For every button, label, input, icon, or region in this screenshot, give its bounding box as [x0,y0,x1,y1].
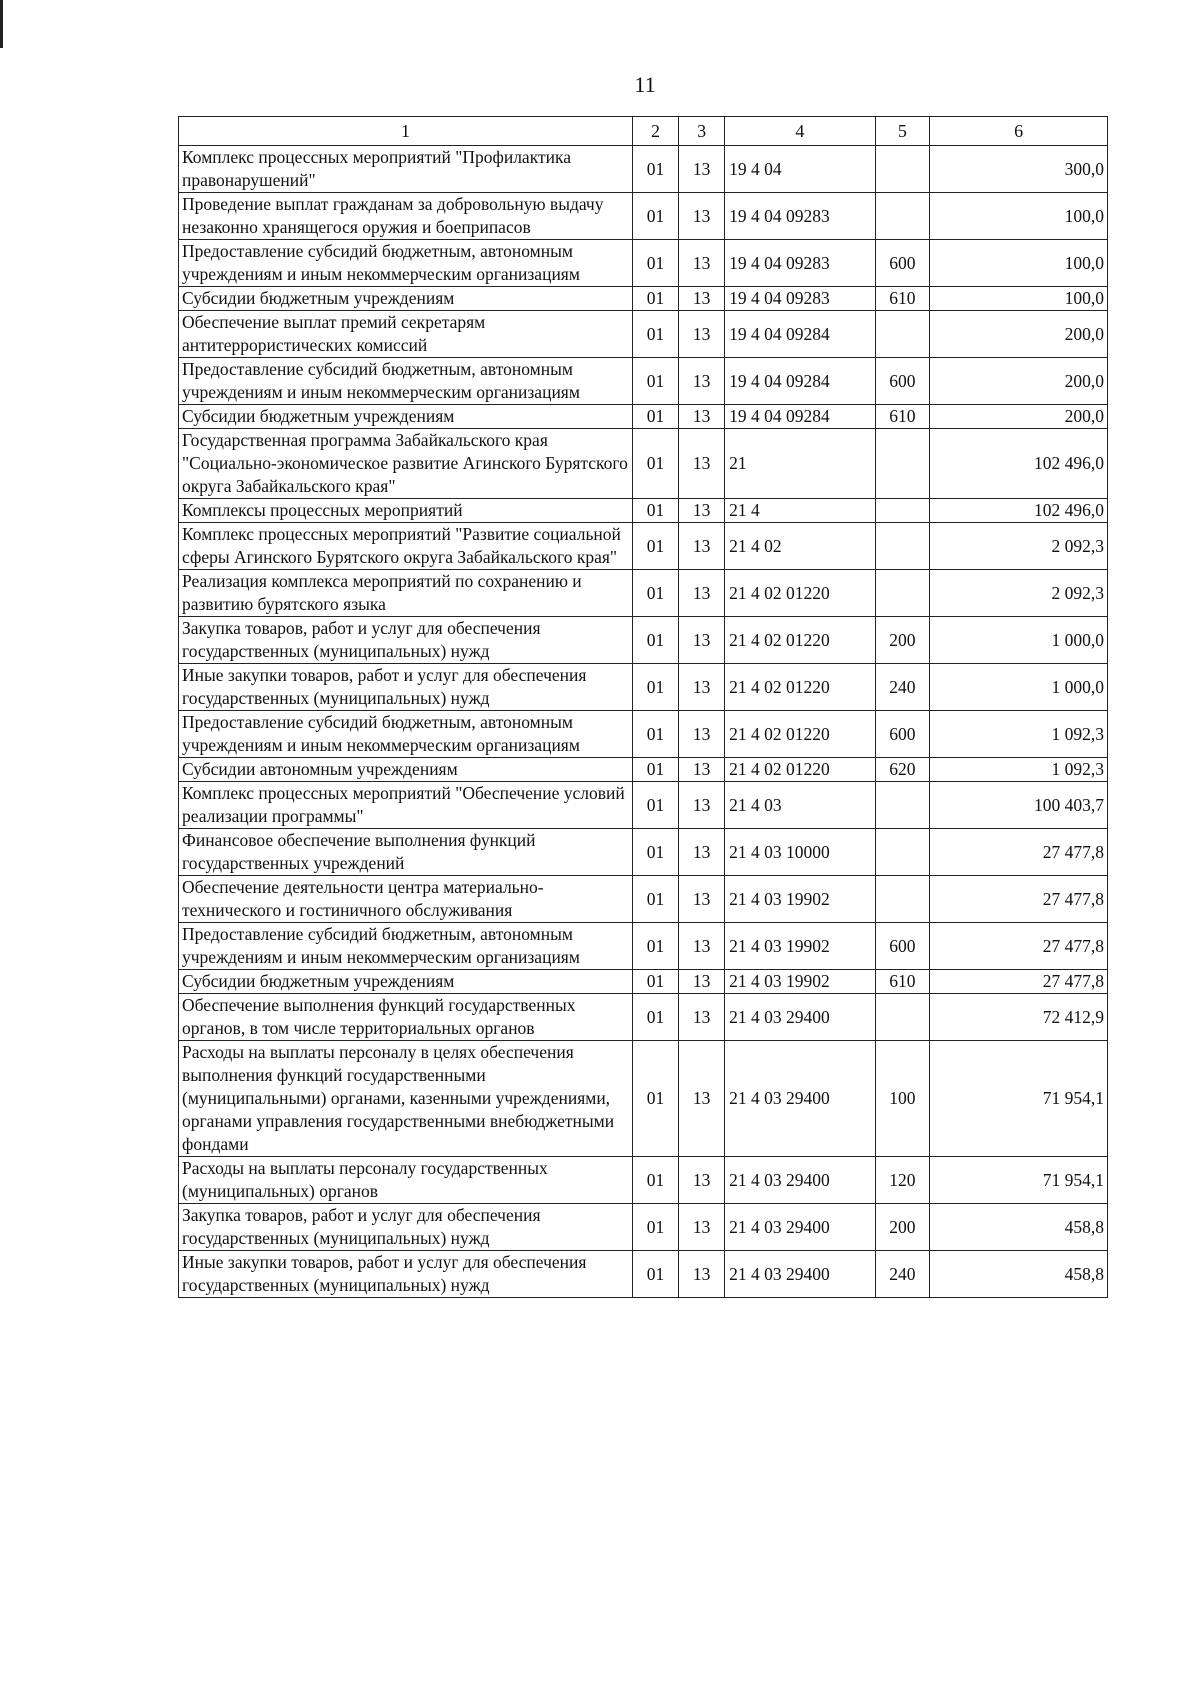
expense-name-cell: Комплекс процессных мероприятий "Обеспечение условий реализации программы" [179,782,633,829]
target-article-cell: 21 4 03 29400 [725,1204,876,1251]
expense-name-cell: Реализация комплекса мероприятий по сохранению и развитию бурятского языка [179,570,633,617]
expense-type-cell [875,499,929,523]
expense-type-cell [875,876,929,923]
subsection-code-cell: 13 [679,994,725,1041]
section-code-cell: 01 [633,570,679,617]
section-code-cell: 01 [633,287,679,311]
target-article-cell: 19 4 04 09284 [725,311,876,358]
expense-name-cell: Обеспечение выполнения функций государственных органов, в том числе территориальных органов [179,994,633,1041]
amount-cell: 72 412,9 [930,994,1108,1041]
amount-cell: 100,0 [930,240,1108,287]
expense-type-cell [875,994,929,1041]
subsection-code-cell: 13 [679,358,725,405]
section-code-cell: 01 [633,1204,679,1251]
target-article-cell: 19 4 04 09284 [725,358,876,405]
table-row [179,664,1108,711]
expense-name-cell: Закупка товаров, работ и услуг для обеспечения государственных (муниципальных) нужд [179,617,633,664]
section-code-cell: 01 [633,617,679,664]
subsection-code-cell: 13 [679,711,725,758]
subsection-code-cell: 13 [679,970,725,994]
amount-cell: 27 477,8 [930,970,1108,994]
subsection-code-cell: 13 [679,240,725,287]
subsection-code-cell: 13 [679,1041,725,1157]
section-code-cell: 01 [633,311,679,358]
amount-cell: 200,0 [930,311,1108,358]
expense-type-cell: 240 [875,664,929,711]
target-article-cell: 21 4 03 29400 [725,1251,876,1298]
amount-cell: 71 954,1 [930,1041,1108,1157]
section-code-cell: 01 [633,876,679,923]
expense-type-cell: 600 [875,923,929,970]
expense-name-cell: Предоставление субсидий бюджетным, автономным учреждениям и иным некоммерческим организациям [179,711,633,758]
expense-name-cell: Закупка товаров, работ и услуг для обеспечения государственных (муниципальных) нужд [179,1204,633,1251]
section-code-cell: 01 [633,923,679,970]
page-number: 11 [634,72,656,97]
expense-type-cell: 200 [875,617,929,664]
scan-edge-mark [0,0,3,48]
subsection-code-cell: 13 [679,311,725,358]
table-row [179,970,1108,994]
expense-type-cell [875,829,929,876]
amount-cell: 1 092,3 [930,758,1108,782]
amount-cell: 2 092,3 [930,523,1108,570]
expense-name-cell: Обеспечение выплат премий секретарям антитеррористических комиссий [179,311,633,358]
amount-cell: 458,8 [930,1204,1108,1251]
expense-name-cell: Расходы на выплаты персоналу в целях обеспечения выполнения функций государственными (муниципальными) органами, казенными учреждениями, органами управления государственными внебюджетными фондами [179,1041,633,1157]
table-row [179,240,1108,287]
expense-type-cell: 620 [875,758,929,782]
column-header: 4 [725,117,876,146]
table-row [179,405,1108,429]
expense-name-cell: Предоставление субсидий бюджетным, автономным учреждениям и иным некоммерческим организациям [179,240,633,287]
expense-name-cell: Комплексы процессных мероприятий [179,499,633,523]
subsection-code-cell: 13 [679,146,725,193]
expense-type-cell: 600 [875,240,929,287]
expense-type-cell [875,429,929,499]
target-article-cell: 21 4 03 19902 [725,923,876,970]
target-article-cell: 19 4 04 09283 [725,240,876,287]
target-article-cell: 21 4 03 29400 [725,1041,876,1157]
column-header: 5 [875,117,929,146]
expense-name-cell: Комплекс процессных мероприятий "Развитие социальной сферы Агинского Бурятского округа Забайкальского края" [179,523,633,570]
amount-cell: 1 000,0 [930,617,1108,664]
expense-type-cell: 600 [875,358,929,405]
expense-name-cell: Субсидии бюджетным учреждениям [179,287,633,311]
amount-cell: 100,0 [930,287,1108,311]
expense-name-cell: Финансовое обеспечение выполнения функций государственных учреждений [179,829,633,876]
amount-cell: 102 496,0 [930,429,1108,499]
expense-type-cell: 610 [875,970,929,994]
table-row [179,523,1108,570]
subsection-code-cell: 13 [679,429,725,499]
header-row [179,117,1108,146]
subsection-code-cell: 13 [679,758,725,782]
table-row [179,146,1108,193]
section-code-cell: 01 [633,523,679,570]
section-code-cell: 01 [633,664,679,711]
table-row [179,876,1108,923]
section-code-cell: 01 [633,829,679,876]
amount-cell: 27 477,8 [930,876,1108,923]
amount-cell: 71 954,1 [930,1157,1108,1204]
table-row [179,829,1108,876]
table-row [179,1157,1108,1204]
table-row [179,358,1108,405]
target-article-cell: 21 4 02 01220 [725,617,876,664]
subsection-code-cell: 13 [679,923,725,970]
expense-type-cell: 100 [875,1041,929,1157]
expense-type-cell [875,523,929,570]
target-article-cell: 21 4 02 01220 [725,758,876,782]
expense-type-cell: 600 [875,711,929,758]
amount-cell: 200,0 [930,358,1108,405]
expense-type-cell: 610 [875,287,929,311]
amount-cell: 1 092,3 [930,711,1108,758]
subsection-code-cell: 13 [679,617,725,664]
target-article-cell: 19 4 04 [725,146,876,193]
table-row [179,570,1108,617]
expense-type-cell [875,782,929,829]
section-code-cell: 01 [633,358,679,405]
table-row [179,193,1108,240]
subsection-code-cell: 13 [679,876,725,923]
amount-cell: 100,0 [930,193,1108,240]
expense-type-cell: 200 [875,1204,929,1251]
table-row [179,1251,1108,1298]
amount-cell: 200,0 [930,405,1108,429]
target-article-cell: 21 4 03 [725,782,876,829]
expense-type-cell [875,146,929,193]
expense-name-cell: Предоставление субсидий бюджетным, автономным учреждениям и иным некоммерческим организациям [179,923,633,970]
section-code-cell: 01 [633,1041,679,1157]
column-header: 2 [633,117,679,146]
subsection-code-cell: 13 [679,1204,725,1251]
expense-name-cell: Государственная программа Забайкальского края "Социально-экономическое развитие Агинского Бурятского округа Забайкальского края" [179,429,633,499]
table-row [179,287,1108,311]
expense-name-cell: Субсидии бюджетным учреждениям [179,970,633,994]
expense-name-cell: Предоставление субсидий бюджетным, автономным учреждениям и иным некоммерческим организациям [179,358,633,405]
section-code-cell: 01 [633,758,679,782]
section-code-cell: 01 [633,1251,679,1298]
target-article-cell: 21 4 03 19902 [725,970,876,994]
subsection-code-cell: 13 [679,405,725,429]
amount-cell: 100 403,7 [930,782,1108,829]
expense-type-cell [875,311,929,358]
table-row [179,923,1108,970]
expense-name-cell: Иные закупки товаров, работ и услуг для обеспечения государственных (муниципальных) нужд [179,664,633,711]
table-row [179,1204,1108,1251]
expense-name-cell: Проведение выплат гражданам за добровольную выдачу незаконно хранящегося оружия и боеприпасов [179,193,633,240]
budget-table [178,116,1108,1298]
amount-cell: 27 477,8 [930,923,1108,970]
section-code-cell: 01 [633,499,679,523]
target-article-cell: 21 4 02 [725,523,876,570]
expense-type-cell: 120 [875,1157,929,1204]
expense-type-cell: 240 [875,1251,929,1298]
subsection-code-cell: 13 [679,1251,725,1298]
subsection-code-cell: 13 [679,523,725,570]
amount-cell: 102 496,0 [930,499,1108,523]
column-header: 6 [930,117,1108,146]
amount-cell: 300,0 [930,146,1108,193]
section-code-cell: 01 [633,146,679,193]
section-code-cell: 01 [633,405,679,429]
table-row [179,758,1108,782]
target-article-cell: 21 4 03 29400 [725,1157,876,1204]
section-code-cell: 01 [633,994,679,1041]
column-header: 3 [679,117,725,146]
target-article-cell: 21 4 [725,499,876,523]
target-article-cell: 21 4 02 01220 [725,570,876,617]
expense-name-cell: Комплекс процессных мероприятий "Профилактика правонарушений" [179,146,633,193]
subsection-code-cell: 13 [679,829,725,876]
expense-name-cell: Обеспечение деятельности центра материально-технического и гостиничного обслуживания [179,876,633,923]
table-row [179,499,1108,523]
subsection-code-cell: 13 [679,782,725,829]
table-row [179,994,1108,1041]
table-row [179,617,1108,664]
section-code-cell: 01 [633,429,679,499]
section-code-cell: 01 [633,240,679,287]
section-code-cell: 01 [633,193,679,240]
subsection-code-cell: 13 [679,570,725,617]
subsection-code-cell: 13 [679,193,725,240]
target-article-cell: 21 4 03 10000 [725,829,876,876]
subsection-code-cell: 13 [679,1157,725,1204]
expense-name-cell: Расходы на выплаты персоналу государственных (муниципальных) органов [179,1157,633,1204]
target-article-cell: 19 4 04 09283 [725,193,876,240]
target-article-cell: 21 4 03 29400 [725,994,876,1041]
section-code-cell: 01 [633,970,679,994]
expense-name-cell: Иные закупки товаров, работ и услуг для обеспечения государственных (муниципальных) нужд [179,1251,633,1298]
expense-type-cell: 610 [875,405,929,429]
amount-cell: 2 092,3 [930,570,1108,617]
amount-cell: 27 477,8 [930,829,1108,876]
subsection-code-cell: 13 [679,499,725,523]
amount-cell: 1 000,0 [930,664,1108,711]
table-row [179,1041,1108,1157]
column-header: 1 [179,117,633,146]
expense-name-cell: Субсидии бюджетным учреждениям [179,405,633,429]
table-row [179,311,1108,358]
subsection-code-cell: 13 [679,287,725,311]
section-code-cell: 01 [633,1157,679,1204]
section-code-cell: 01 [633,711,679,758]
target-article-cell: 21 [725,429,876,499]
amount-cell: 458,8 [930,1251,1108,1298]
expense-type-cell [875,570,929,617]
section-code-cell: 01 [633,782,679,829]
target-article-cell: 21 4 03 19902 [725,876,876,923]
table-body [179,146,1108,1298]
subsection-code-cell: 13 [679,664,725,711]
target-article-cell: 21 4 02 01220 [725,664,876,711]
table-row [179,782,1108,829]
expense-name-cell: Субсидии автономным учреждениям [179,758,633,782]
target-article-cell: 19 4 04 09283 [725,287,876,311]
target-article-cell: 19 4 04 09284 [725,405,876,429]
table-row [179,429,1108,499]
target-article-cell: 21 4 02 01220 [725,711,876,758]
table-row [179,711,1108,758]
expense-type-cell [875,193,929,240]
